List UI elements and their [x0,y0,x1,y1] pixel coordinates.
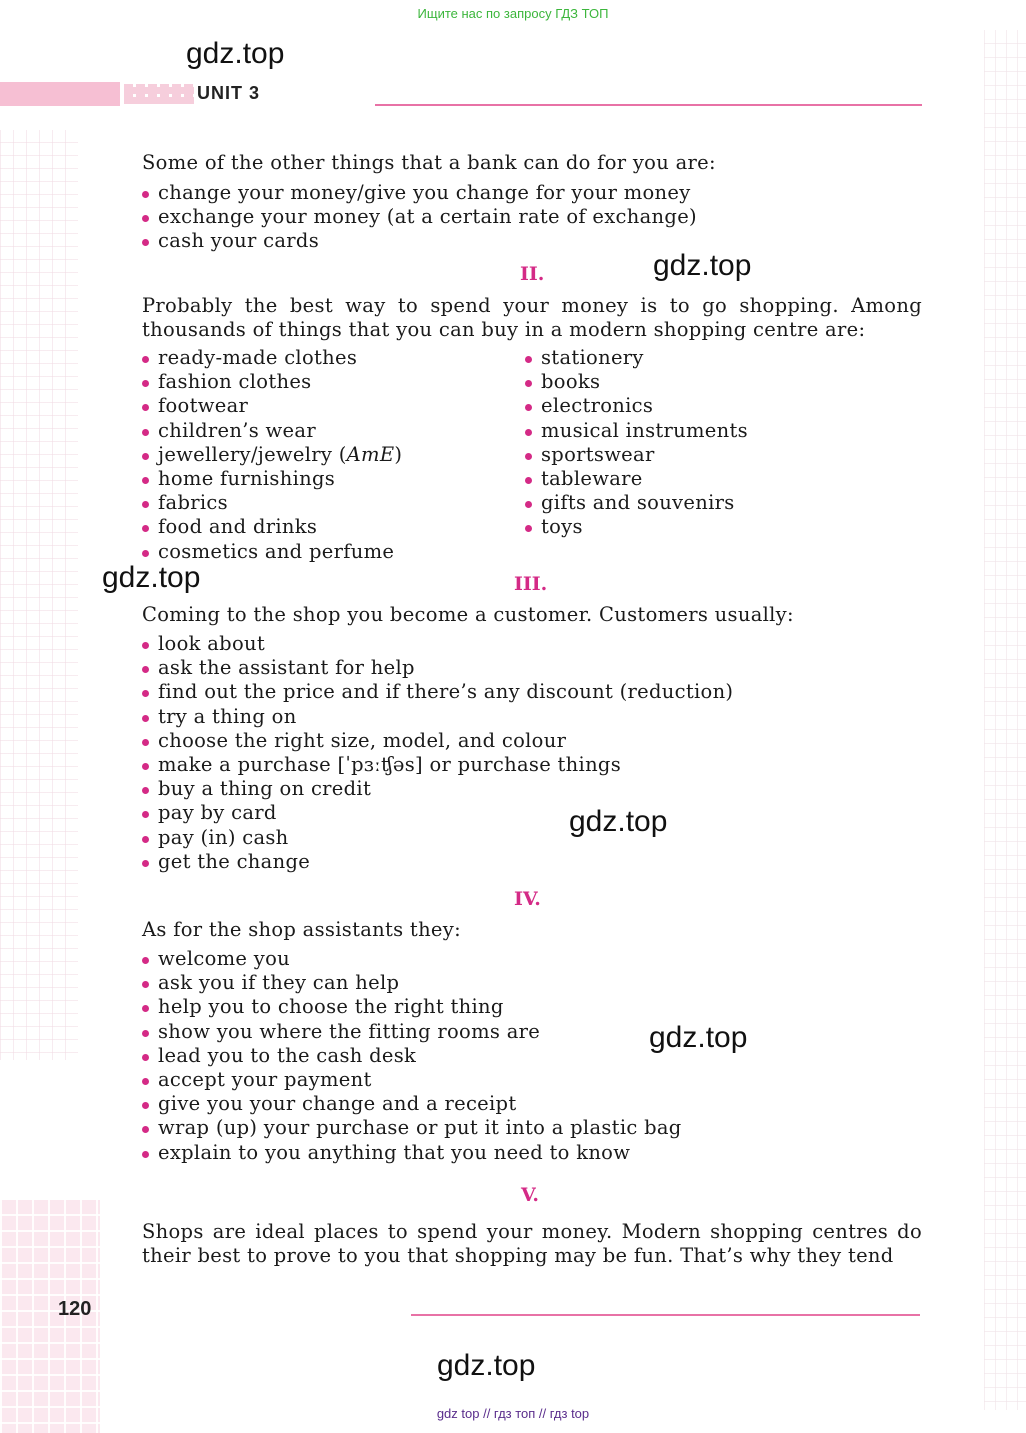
list-item: footwear [142,394,402,418]
bullet-icon [142,957,149,964]
bullet-icon [142,380,149,387]
bullet-icon [142,525,149,532]
list-item: pay by card [142,801,733,825]
list-item: musical instruments [525,419,748,443]
list-item: ask the assistant for help [142,656,733,680]
unit-header-bar [0,82,120,106]
list-item: lead you to the cash desk [142,1044,682,1068]
list-item: sportswear [525,443,748,467]
list-item: welcome you [142,947,682,971]
list-item: fashion clothes [142,370,402,394]
list-item: gifts and souvenirs [525,491,748,515]
watermark: gdz.top [437,1349,536,1382]
bullet-icon [142,836,149,843]
list-item: find out the price and if there’s any discount (reduction) [142,680,733,704]
watermark: gdz.top [102,561,201,594]
list-item: pay (in) cash [142,826,733,850]
bullet-icon [142,1078,149,1085]
section-number: III. [514,573,548,595]
decorative-left-pattern [0,130,78,1060]
header-rule [375,104,922,106]
list-item: make a purchase [ˈpɜːʧəs] or purchase things [142,753,733,777]
bullet-icon [142,642,149,649]
watermark: gdz.top [569,805,668,838]
list-item: home furnishings [142,467,402,491]
section-5-paragraph: Shops are ideal places to spend your money. Modern shopping centres do their best to prove to you that shopping may be fun. That’s why they tend [142,1220,922,1267]
list-item: explain to you anything that you need to know [142,1141,682,1165]
bullet-icon [525,501,532,508]
section-4-list [142,947,682,1165]
bullet-icon [142,191,149,198]
list-item: books [525,370,748,394]
list-item: show you where the fitting rooms are [142,1020,682,1044]
section-3-list [142,632,733,874]
list-item: exchange your money (at a certain rate of exchange) [142,205,697,229]
section-number: V. [521,1184,540,1206]
bullet-icon [142,1030,149,1037]
bullet-icon [142,715,149,722]
bullet-icon [142,787,149,794]
list-item: food and drinks [142,515,402,539]
section-2-right-list [525,346,748,540]
list-item: ask you if they can help [142,971,682,995]
section-2-left-list [142,346,402,564]
bullet-icon [525,404,532,411]
list-item: stationery [525,346,748,370]
bullet-icon [142,1054,149,1061]
bullet-icon [142,1126,149,1133]
bullet-icon [142,477,149,484]
list-item: give you your change and a receipt [142,1092,682,1116]
bullet-icon [142,404,149,411]
bottom-links[interactable]: gdz top // гдз топ // гдз top [436,1406,590,1421]
list-item: toys [525,515,748,539]
bullet-icon [142,215,149,222]
list-item: wrap (up) your purchase or put it into a plastic bag [142,1116,682,1140]
list-item: change your money/give you change for your money [142,181,697,205]
list-item: help you to choose the right thing [142,995,682,1019]
top-banner[interactable]: Ищите нас по запросу ГДЗ ТОП [417,6,609,21]
bullet-icon [142,453,149,460]
section-number: II. [520,263,545,285]
bullet-icon [142,429,149,436]
intro-paragraph: Some of the other things that a bank can do for you are: [142,151,716,174]
bullet-icon [142,1005,149,1012]
decorative-right-pattern [984,30,1026,1410]
list-item: get the change [142,850,733,874]
bullet-icon [142,356,149,363]
unit-header-squares [124,84,194,104]
bullet-icon [142,1151,149,1158]
watermark: gdz.top [186,37,285,70]
bullet-icon [142,1102,149,1109]
list-item: tableware [525,467,748,491]
list-item: ready-made clothes [142,346,402,370]
intro-list [142,181,697,254]
section-number: IV. [514,888,541,910]
list-item: cosmetics and perfume [142,540,402,564]
bullet-icon [142,666,149,673]
bullet-icon [142,239,149,246]
list-item: buy a thing on credit [142,777,733,801]
bullet-icon [525,380,532,387]
watermark: gdz.top [653,249,752,282]
list-item: children’s wear [142,419,402,443]
list-item: accept your payment [142,1068,682,1092]
list-item: fabrics [142,491,402,515]
bullet-icon [142,981,149,988]
unit-label: UNIT 3 [197,83,261,103]
list-item: try a thing on [142,705,733,729]
section-4-paragraph: As for the shop assistants they: [142,918,461,941]
bullet-icon [525,453,532,460]
bullet-icon [142,763,149,770]
list-item: jewellery/jewelry (AmE) [142,443,402,467]
bullet-icon [525,477,532,484]
bullet-icon [142,550,149,557]
bullet-icon [142,811,149,818]
list-item: look about [142,632,733,656]
bullet-icon [525,356,532,363]
list-item: electronics [525,394,748,418]
page-number: 120 [58,1298,92,1320]
list-item: choose the right size, model, and colour [142,729,733,753]
section-3-paragraph: Coming to the shop you become a customer. Customers usually: [142,603,794,626]
watermark: gdz.top [649,1021,748,1054]
bullet-icon [525,525,532,532]
section-2-paragraph: Probably the best way to spend your money is to go shopping. Among thousands of things that you can buy in a modern shopping centre are: [142,294,922,341]
bullet-icon [142,690,149,697]
bullet-icon [142,860,149,867]
bullet-icon [525,429,532,436]
list-item: cash your cards [142,229,697,253]
bullet-icon [142,501,149,508]
bullet-icon [142,739,149,746]
footer-rule [411,1314,920,1316]
